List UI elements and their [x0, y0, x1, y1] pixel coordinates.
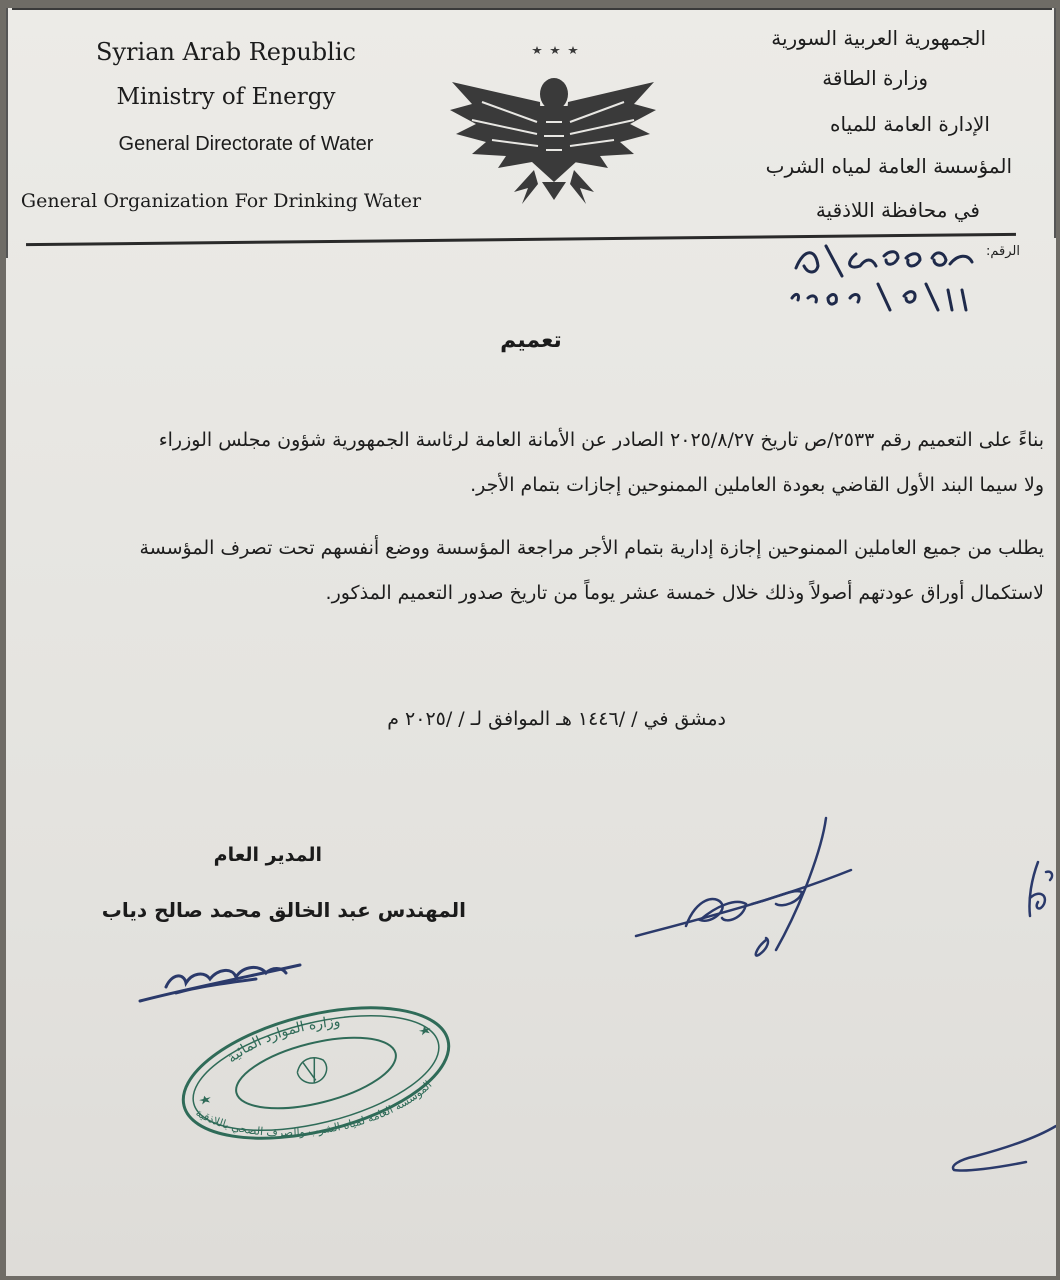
letterhead-en-organization: General Organization For Drinking Water [20, 190, 422, 212]
paragraph-2-line-2: لاستكمال أوراق عودتهم أصولاً وذلك خلال خمسة عشر يوماً من تاريخ صدور التعميم المذكور. [325, 582, 1044, 604]
reference-label: الرقم: [986, 244, 1020, 259]
letterhead-en-ministry: Ministry of Energy [116, 84, 336, 110]
signer-title: المدير العام [213, 844, 322, 866]
stamp-bottom-text: المؤسسة العامة لمياه الشرب والصرف الصحي باللاذقية [193, 1078, 435, 1140]
paragraph-1-line-2: ولا سيما البند الأول القاضي بعودة العاملين الممنوحين إجازات بتمام الأجر. [470, 474, 1044, 496]
document-title: تعميم [500, 328, 562, 353]
letterhead-ar-organization: المؤسسة العامة لمياه الشرب [765, 154, 1012, 178]
letterhead-ar-governorate: في محافظة اللاذقية [815, 198, 980, 222]
letterhead-ar-directorate: الإدارة العامة للمياه [830, 112, 990, 136]
handwritten-stroke [946, 1118, 1056, 1178]
eagle-emblem-icon [442, 32, 662, 212]
document-page [6, 8, 1056, 1276]
letterhead-ar-country: الجمهورية العربية السورية [771, 26, 986, 50]
date-line: دمشق في / /١٤٤٦ هـ الموافق لـ / /٢٠٢٥ م [387, 708, 726, 730]
stamp-top-text: وزارة الموارد المائية [224, 1013, 341, 1067]
paragraph-1-line-1: بناءً على التعميم رقم ٢٥٣٣/ص تاريخ ٢٠٢٥/٨/٢٧ الصادر عن الأمانة العامة لرئاسة الجمهورية شؤون مجلس الوزراء [158, 429, 1044, 451]
frame-top-border [12, 8, 1052, 10]
paragraph-2-line-1: يطلب من جميع العاملين الممنوحين إجازة إدارية بتمام الأجر مراجعة المؤسسة ووضع أنفسهم تحت تصرف المؤسسة [139, 537, 1044, 559]
letterhead-ar-ministry: وزارة الطاقة [822, 66, 928, 90]
letterhead-en-directorate: General Directorate of Water [118, 133, 374, 155]
letterhead-en-country: Syrian Arab Republic [96, 38, 356, 66]
main-signature [626, 808, 866, 968]
margin-initials [1018, 858, 1056, 928]
handwritten-reference [786, 236, 986, 316]
signer-name: المهندس عبد الخالق محمد صالح دياب [101, 898, 466, 922]
frame-right-border [1054, 8, 1056, 238]
official-stamp [166, 998, 466, 1148]
